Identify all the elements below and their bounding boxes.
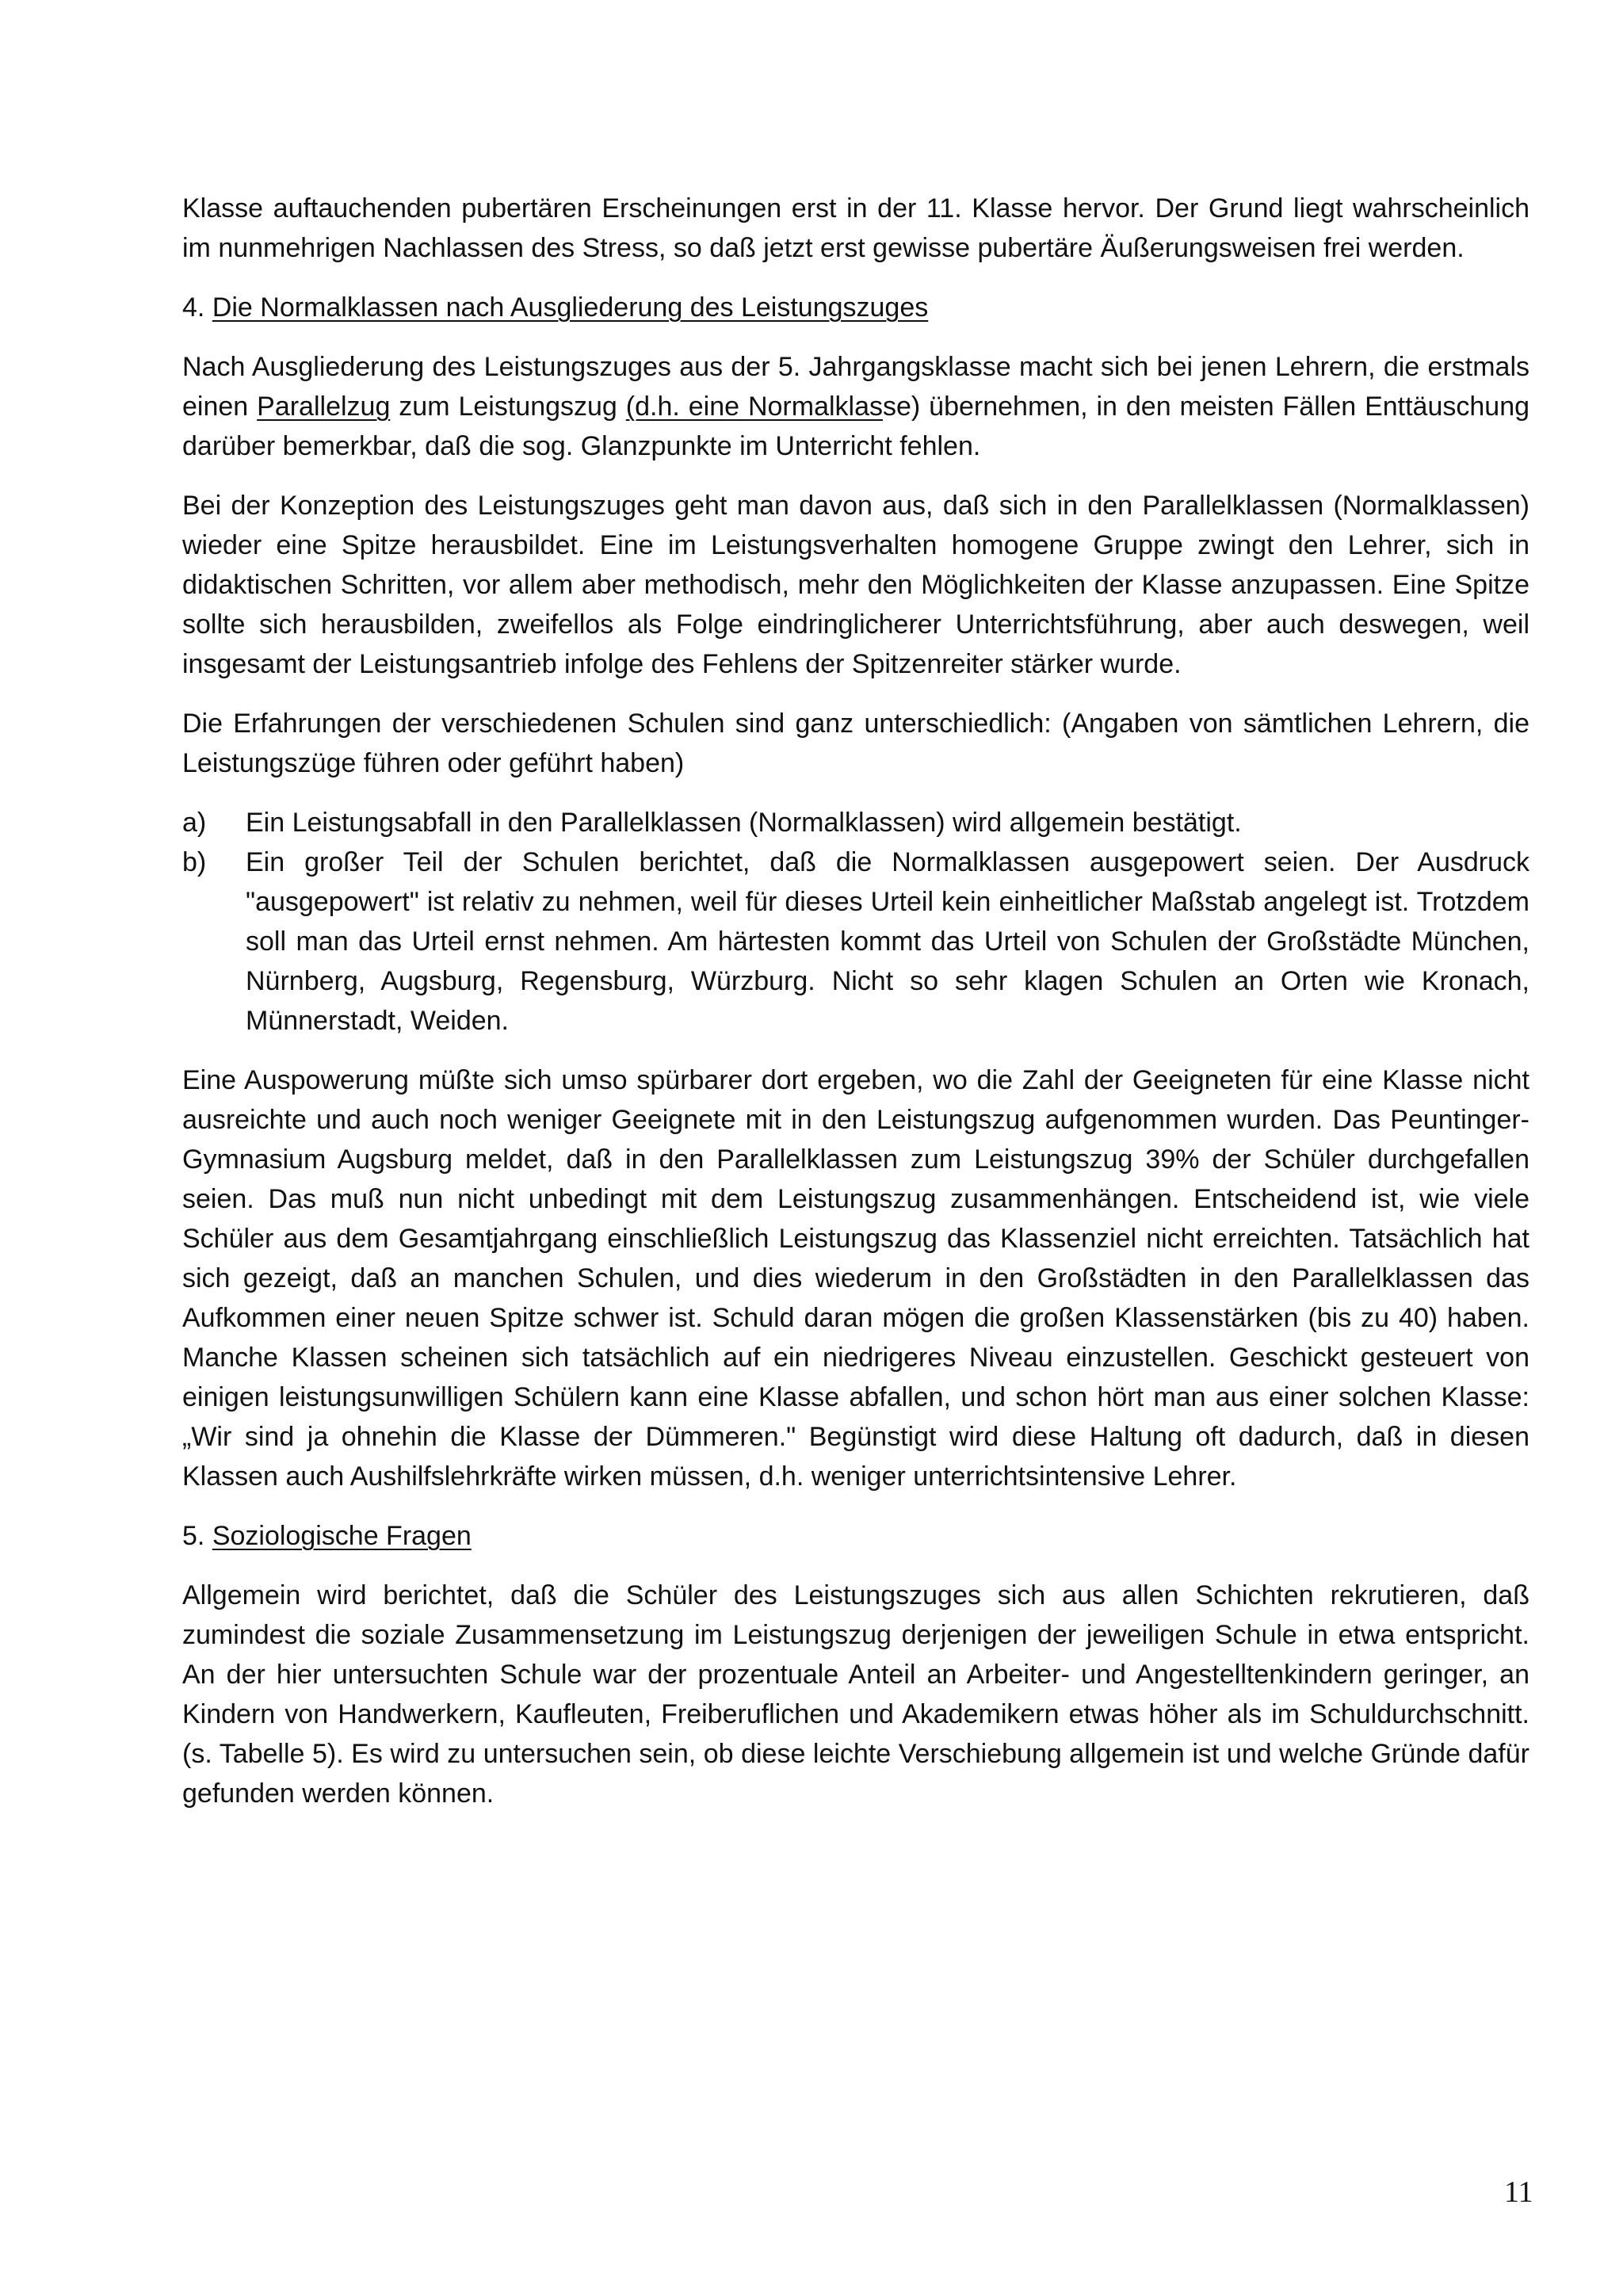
paragraph-intro: Klasse auftauchenden pubertären Erscheinungen erst in der 11. Klasse hervor. Der Grund liegt wahrscheinlich im nunmehrigen Nachlassen des Stress, so daß jetzt erst gewisse pubertäre Äußerungsweisen frei werden. xyxy=(182,193,1529,263)
paragraph-erfahrungen: Die Erfahrungen der verschiedenen Schulen sind ganz unterschiedlich: (Angaben von sämtlichen Lehrern, die Leistungszüge führen oder geführt haben) xyxy=(182,709,1529,778)
list-item-a xyxy=(182,803,1529,842)
list-marker-a: a) xyxy=(182,808,207,838)
list-marker-b: b) xyxy=(182,847,207,877)
section-5-number: 5. xyxy=(182,1521,205,1551)
page-number: 11 xyxy=(1504,2176,1533,2209)
paragraph-konzeption: Bei der Konzeption des Leistungszuges geht man davon aus, daß sich in den Parallelklassen (Normalklassen) wieder eine Spitze herausbildet. Eine im Leistungsverhalten homogene Gruppe zwingt den Lehrer, sich in didaktischen Schritten, vor allem aber methodisch, mehr den Möglichkeiten der Klasse anzupassen. Eine Spitze sollte sich herausbilden, zweifellos als Folge eindringlicherer Unterrichtsführung, aber auch deswegen, weil insgesamt der Leistungsantrieb infolge des Fehlens der Spitzenreiter stärker wurde. xyxy=(182,491,1529,679)
paragraph-allgemein: Allgemein wird berichtet, daß die Schüler des Leistungszuges sich aus allen Schichten rekrutieren, daß zumindest die soziale Zusammensetzung im Leistungszug derjenigen der jeweiligen Schule in etwa entspricht. An der hier untersuchten Schule war der prozentuale Anteil an Arbeiter- und Angestelltenkindern geringer, an Kindern von Handwerkern, Kaufleuten, Freiberuflichen und Akademikern etwas höher als im Schuldurchschnitt. (s. Tabelle 5). Es wird zu untersuchen sein, ob diese leichte Verschiebung allgemein ist und welche Gründe dafür gefunden werden können. xyxy=(182,1580,1529,1809)
paragraph-nach-ausgliederung xyxy=(182,347,1529,466)
list-item-a-text: Ein Leistungsabfall in den Parallelklassen (Normalklassen) wird allgemein bestätigt. xyxy=(246,808,1242,838)
paragraph-text: zum Leistungszug xyxy=(390,392,626,422)
underlined-term-normalklasse: (d.h. eine Normalklas xyxy=(625,392,884,422)
findings-list xyxy=(182,803,1529,1041)
paragraph-text: se) übernehmen, in den meisten Fällen Enttäuschung darüber bemerkbar, daß die sog. Glanzpunkte im Unterricht fehlen. xyxy=(182,392,1530,461)
section-4-number: 4. xyxy=(182,292,205,323)
section-5-title: Soziologische Fragen xyxy=(212,1521,472,1551)
underlined-term-parallelzug: Parallelzug xyxy=(257,392,391,422)
section-5-heading xyxy=(182,1516,1529,1556)
section-4-title: Die Normalklassen nach Ausgliederung des Leistungszuges xyxy=(212,292,929,323)
section-4-heading xyxy=(182,288,1529,327)
list-item-b xyxy=(182,842,1529,1041)
paragraph-text: Nach Ausgliederung des Leistungszuges aus der 5. Jahrgangsklasse macht sich bei jenen Lehrern, die erstmals einen xyxy=(182,352,1529,422)
list-item-b-text: Ein großer Teil der Schulen berichtet, daß die Normalklassen ausgepowert seien. Der Ausdruck "ausgepowert" ist relativ zu nehmen, weil für dieses Urteil kein einheitlicher Maßstab angelegt ist. Trotzdem soll man das Urteil ernst nehmen. Am härtesten kommt das Urteil von Schulen der Großstädte München, Nürnberg, Augsburg, Regensburg, Würzburg. Nicht so sehr klagen Schulen an Orten wie Kronach, Münnerstadt, Weiden. xyxy=(246,847,1529,1036)
paragraph-auspowerung: Eine Auspowerung müßte sich umso spürbarer dort ergeben, wo die Zahl der Geeigneten für eine Klasse nicht ausreichte und auch noch weniger Geeignete mit in den Leistungszug aufgenommen wurden. Das Peuntinger-Gymnasium Augsburg meldet, daß in den Parallelklassen zum Leistungszug 39% der Schüler durchgefallen seien. Das muß nun nicht unbedingt mit dem Leistungszug zusammenhängen. Entscheidend ist, wie viele Schüler aus dem Gesamtjahrgang einschließlich Leistungszug das Klassenziel nicht erreichten. Tatsächlich hat sich gezeigt, daß an manchen Schulen, und dies wiederum in den Großstädten in den Parallelklassen das Aufkommen einer neuen Spitze schwer ist. Schuld daran mögen die großen Klassenstärken (bis zu 40) haben. Manche Klassen scheinen sich tatsächlich auf ein niedrigeres Niveau einzustellen. Geschickt gesteuert von einigen leistungsunwilligen Schülern kann eine Klasse abfallen, und schon hört man aus einer solchen Klasse: „Wir sind ja ohnehin die Klasse der Dümmeren." Begünstigt wird diese Haltung oft dadurch, daß in diesen Klassen auch Aushilfslehrkräfte wirken müssen, d.h. weniger unterrichtsintensive Lehrer. xyxy=(182,1065,1529,1492)
page-content xyxy=(182,189,1529,1833)
